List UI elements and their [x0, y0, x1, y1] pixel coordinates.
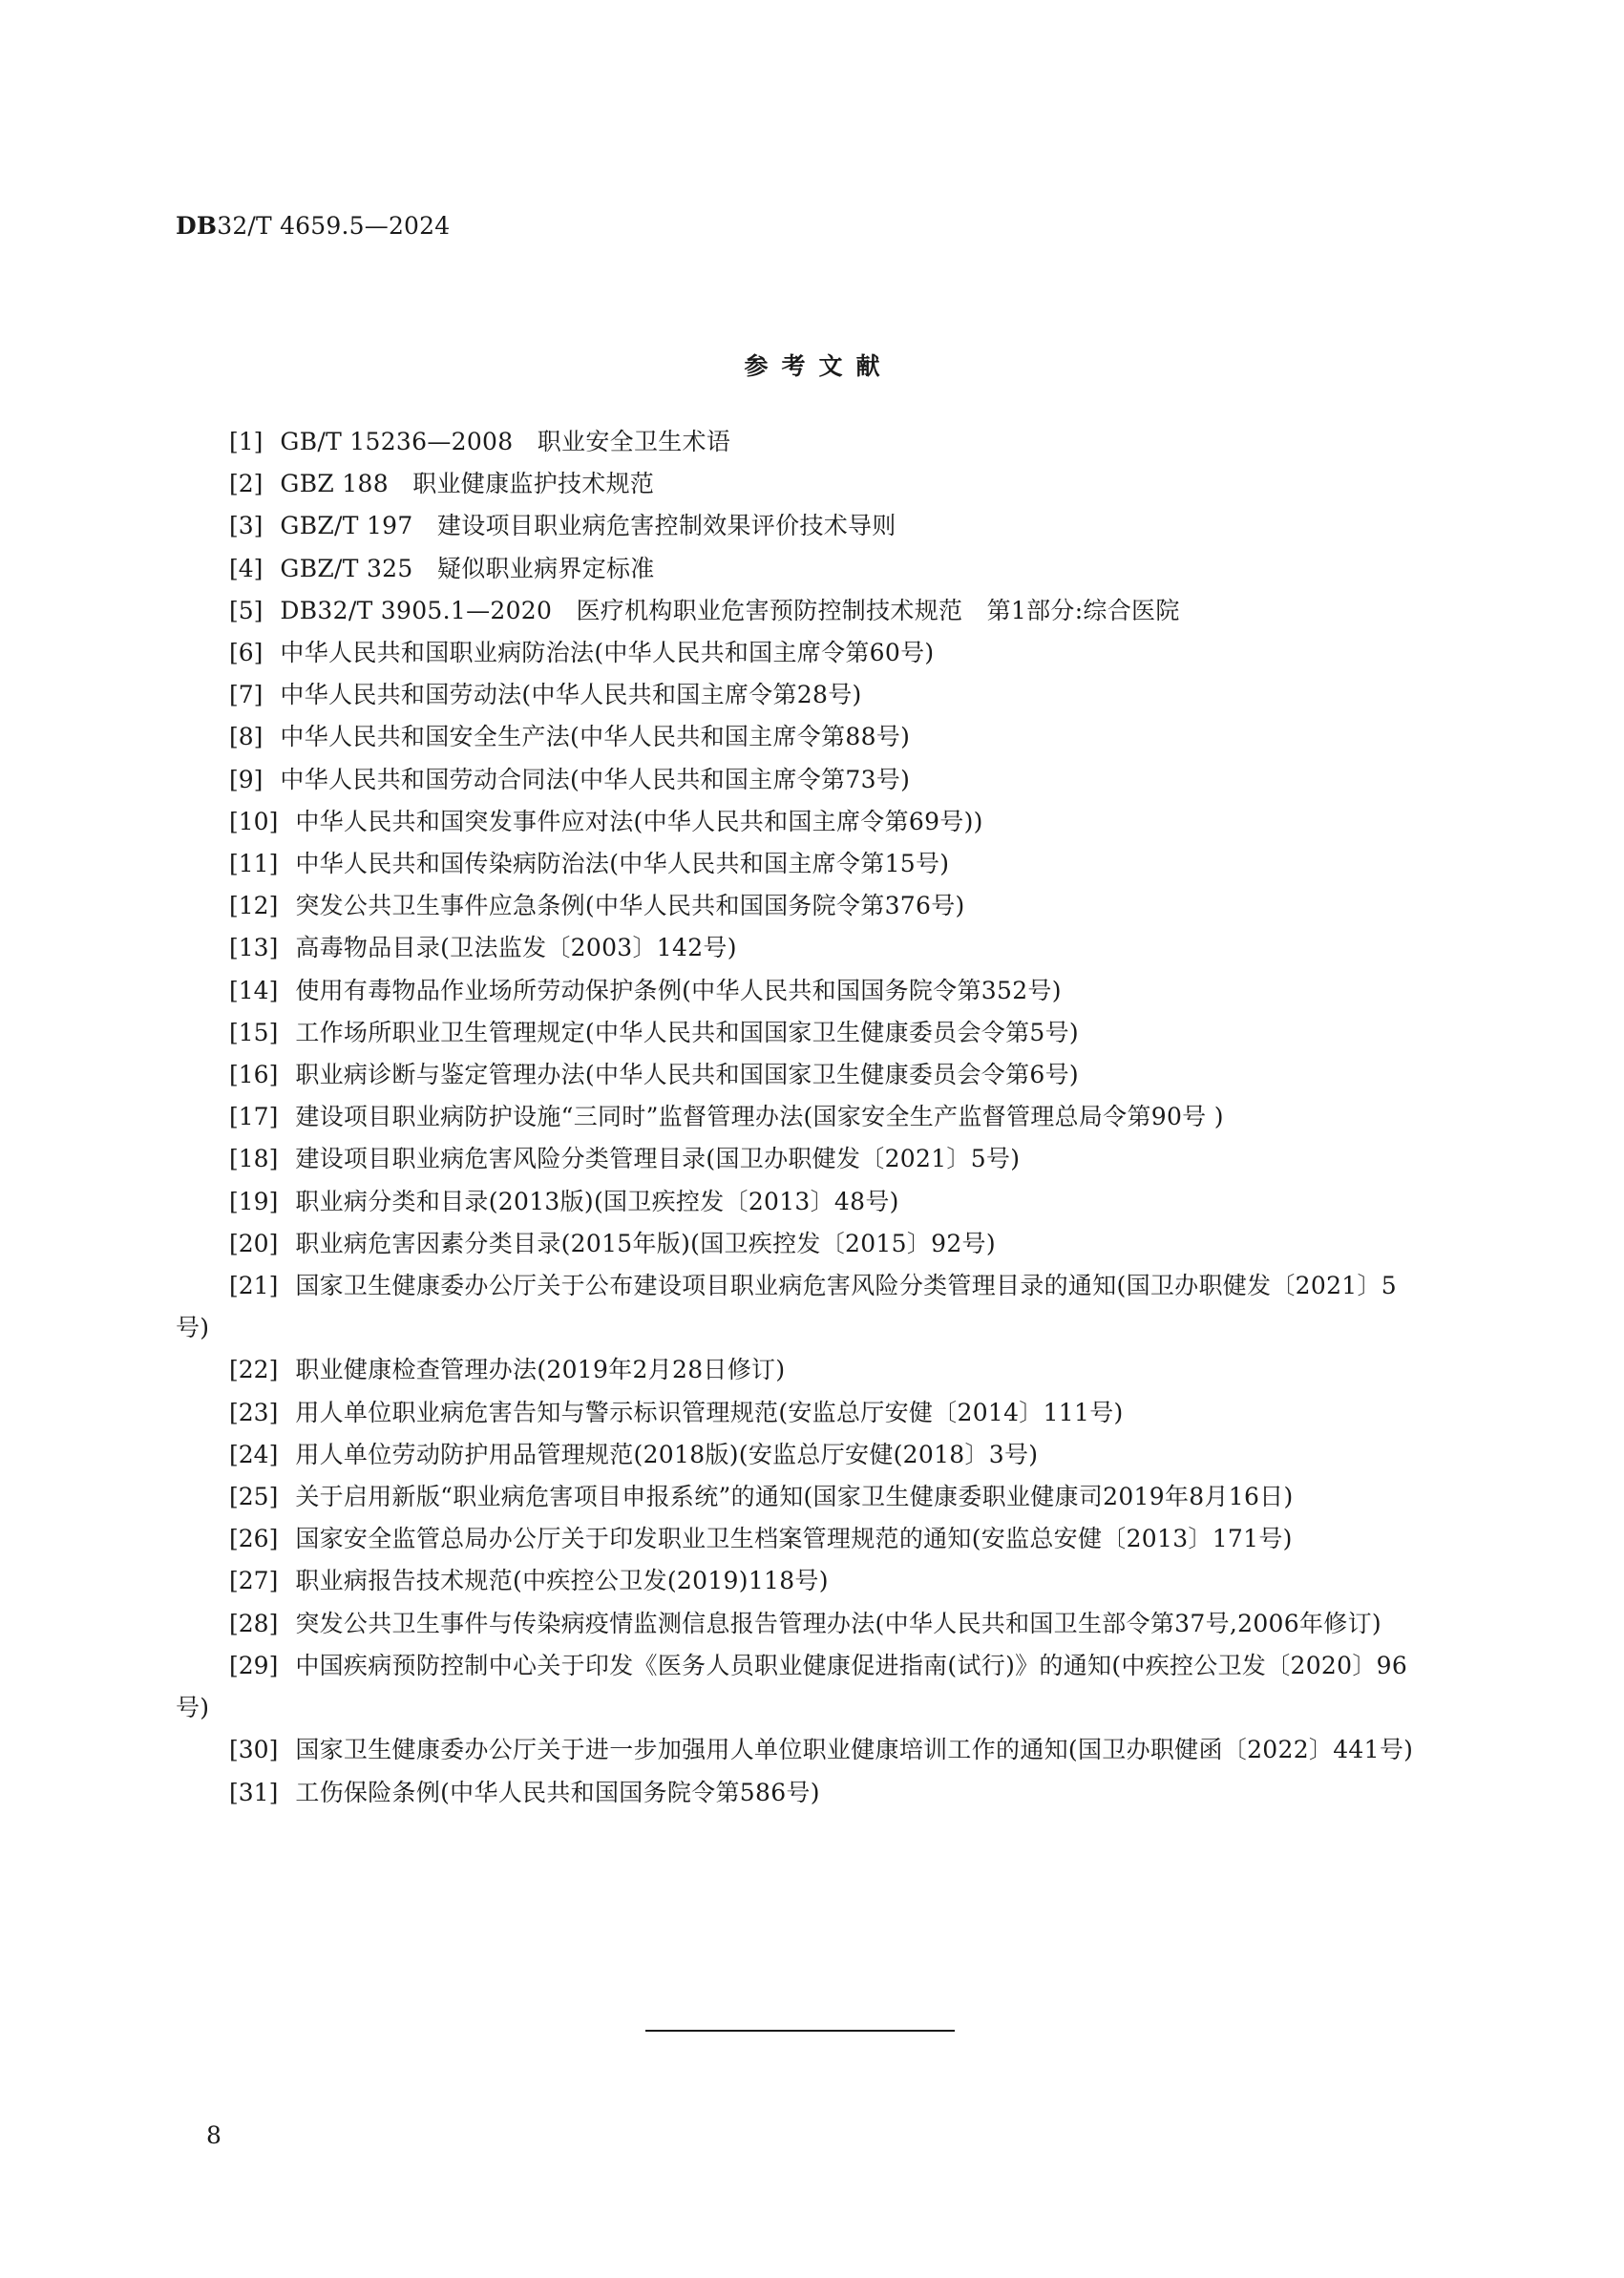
reference-number: [6]: [229, 639, 264, 667]
reference-number: [23]: [229, 1398, 279, 1426]
reference-number: [4]: [229, 554, 264, 582]
reference-item: [176, 1560, 1430, 1602]
reference-item: [176, 927, 1430, 969]
reference-item: [176, 716, 1430, 758]
reference-item: [176, 463, 1430, 505]
reference-text: 中华人民共和国传染病防治法(中华人民共和国主席令第15号): [295, 850, 950, 878]
reference-text: 中华人民共和国职业病防治法(中华人民共和国主席令第60号): [280, 639, 935, 667]
reference-text: 用人单位劳动防护用品管理规范(2018版)(安监总厅安健(2018〕3号): [295, 1440, 1039, 1468]
reference-list: [176, 421, 1430, 1814]
reference-number: [30]: [229, 1736, 279, 1764]
reference-number: [25]: [229, 1483, 279, 1511]
reference-text: DB32/T 3905.1—2020 医疗机构职业危害预防控制技术规范 第1部分:综合医院: [280, 596, 1180, 624]
reference-text: 职业病报告技术规范(中疾控公卫发(2019)118号): [295, 1567, 829, 1595]
reference-number: [15]: [229, 1018, 279, 1046]
reference-text: 建设项目职业病防护设施“三同时”监督管理办法(国家安全生产监督管理总局令第90号 ): [295, 1103, 1224, 1131]
reference-number: [10]: [229, 807, 279, 835]
page-number: 8: [206, 2121, 221, 2149]
reference-item: [176, 505, 1430, 547]
reference-text: 国家卫生健康委办公厅关于公布建设项目职业病危害风险分类管理目录的通知(国卫办职健发〔2021〕5号): [176, 1272, 1398, 1342]
reference-number: [9]: [229, 765, 264, 793]
reference-item: [176, 801, 1430, 843]
reference-number: [19]: [229, 1187, 279, 1215]
reference-item: [176, 843, 1430, 885]
standard-code-prefix: DB: [176, 212, 218, 240]
reference-text: 职业病危害因素分类目录(2015年版)(国卫疾控发〔2015〕92号): [295, 1229, 996, 1257]
reference-item: [176, 1138, 1430, 1180]
reference-number: [12]: [229, 892, 279, 920]
reference-text: 高毒物品目录(卫法监发〔2003〕142号): [295, 934, 737, 962]
reference-text: 工伤保险条例(中华人民共和国国务院令第586号): [295, 1778, 820, 1806]
end-rule: [645, 2030, 955, 2032]
reference-item: [176, 1223, 1430, 1265]
reference-item: [176, 970, 1430, 1012]
standard-code-number: 32/T 4659.5—2024: [217, 212, 451, 240]
reference-number: [13]: [229, 934, 279, 962]
reference-item: [176, 759, 1430, 801]
reference-item: [176, 1645, 1430, 1729]
reference-text: 国家安全监管总局办公厅关于印发职业卫生档案管理规范的通知(安监总安健〔2013〕171号): [295, 1525, 1293, 1553]
reference-number: [2]: [229, 470, 264, 498]
reference-text: 职业病分类和目录(2013版)(国卫疾控发〔2013〕48号): [295, 1187, 899, 1215]
reference-text: 建设项目职业病危害风险分类管理目录(国卫办职健发〔2021〕5号): [295, 1145, 1021, 1173]
reference-number: [21]: [229, 1272, 279, 1300]
reference-text: 中华人民共和国劳动法(中华人民共和国主席令第28号): [280, 681, 862, 709]
reference-text: 中华人民共和国劳动合同法(中华人民共和国主席令第73号): [280, 765, 911, 793]
reference-number: [11]: [229, 850, 279, 878]
reference-item: [176, 1181, 1430, 1223]
reference-item: [176, 1012, 1430, 1054]
reference-text: GB/T 15236—2008 职业安全卫生术语: [280, 428, 731, 455]
reference-number: [31]: [229, 1778, 279, 1806]
reference-number: [16]: [229, 1061, 279, 1089]
reference-number: [24]: [229, 1440, 279, 1468]
reference-item: [176, 421, 1430, 463]
reference-number: [17]: [229, 1103, 279, 1131]
reference-item: [176, 548, 1430, 590]
reference-item: [176, 1096, 1430, 1138]
reference-item: [176, 1349, 1430, 1391]
reference-number: [27]: [229, 1567, 279, 1595]
reference-number: [1]: [229, 428, 264, 455]
reference-number: [29]: [229, 1651, 279, 1679]
reference-number: [28]: [229, 1609, 279, 1637]
reference-item: [176, 1603, 1430, 1645]
reference-text: 职业健康检查管理办法(2019年2月28日修订): [295, 1356, 786, 1384]
reference-item: [176, 1392, 1430, 1434]
reference-text: 突发公共卫生事件与传染病疫情监测信息报告管理办法(中华人民共和国卫生部令第37号,2006年修订): [295, 1609, 1381, 1637]
reference-item: [176, 1476, 1430, 1518]
reference-text: 中国疾病预防控制中心关于印发《医务人员职业健康促进指南(试行)》的通知(中疾控公卫发〔2020〕96号): [176, 1651, 1408, 1722]
reference-number: [14]: [229, 976, 279, 1004]
reference-number: [3]: [229, 512, 264, 540]
reference-text: GBZ/T 325 疑似职业病界定标准: [280, 554, 655, 582]
reference-item: [176, 1518, 1430, 1560]
reference-item: [176, 590, 1430, 632]
reference-number: [20]: [229, 1229, 279, 1257]
reference-text: GBZ 188 职业健康监护技术规范: [280, 470, 655, 498]
reference-text: 使用有毒物品作业场所劳动保护条例(中华人民共和国国务院令第352号): [295, 976, 1062, 1004]
reference-item: [176, 674, 1430, 716]
reference-number: [22]: [229, 1356, 279, 1384]
reference-text: 突发公共卫生事件应急条例(中华人民共和国国务院令第376号): [295, 892, 965, 920]
reference-item: [176, 885, 1430, 927]
reference-text: 国家卫生健康委办公厅关于进一步加强用人单位职业健康培训工作的通知(国卫办职健函〔2022〕441号): [295, 1736, 1414, 1764]
standard-code-header: [176, 212, 450, 241]
reference-number: [26]: [229, 1525, 279, 1553]
reference-number: [7]: [229, 681, 264, 709]
reference-item: [176, 1265, 1430, 1349]
reference-number: [18]: [229, 1145, 279, 1173]
reference-text: 中华人民共和国安全生产法(中华人民共和国主席令第88号): [280, 723, 911, 751]
reference-item: [176, 1772, 1430, 1814]
reference-item: [176, 632, 1430, 674]
reference-text: GBZ/T 197 建设项目职业病危害控制效果评价技术导则: [280, 512, 896, 540]
reference-number: [5]: [229, 596, 264, 624]
reference-text: 关于启用新版“职业病危害项目申报系统”的通知(国家卫生健康委职业健康司2019年8月16日): [295, 1483, 1294, 1511]
reference-item: [176, 1054, 1430, 1096]
reference-text: 中华人民共和国突发事件应对法(中华人民共和国主席令第69号)): [295, 807, 983, 835]
reference-text: 用人单位职业病危害告知与警示标识管理规范(安监总厅安健〔2014〕111号): [295, 1398, 1124, 1426]
reference-text: 工作场所职业卫生管理规定(中华人民共和国国家卫生健康委员会令第5号): [295, 1018, 1079, 1046]
section-title: 参考文献: [744, 352, 894, 380]
reference-text: 职业病诊断与鉴定管理办法(中华人民共和国国家卫生健康委员会令第6号): [295, 1061, 1079, 1089]
reference-item: [176, 1729, 1430, 1771]
reference-item: [176, 1434, 1430, 1476]
reference-number: [8]: [229, 723, 264, 751]
